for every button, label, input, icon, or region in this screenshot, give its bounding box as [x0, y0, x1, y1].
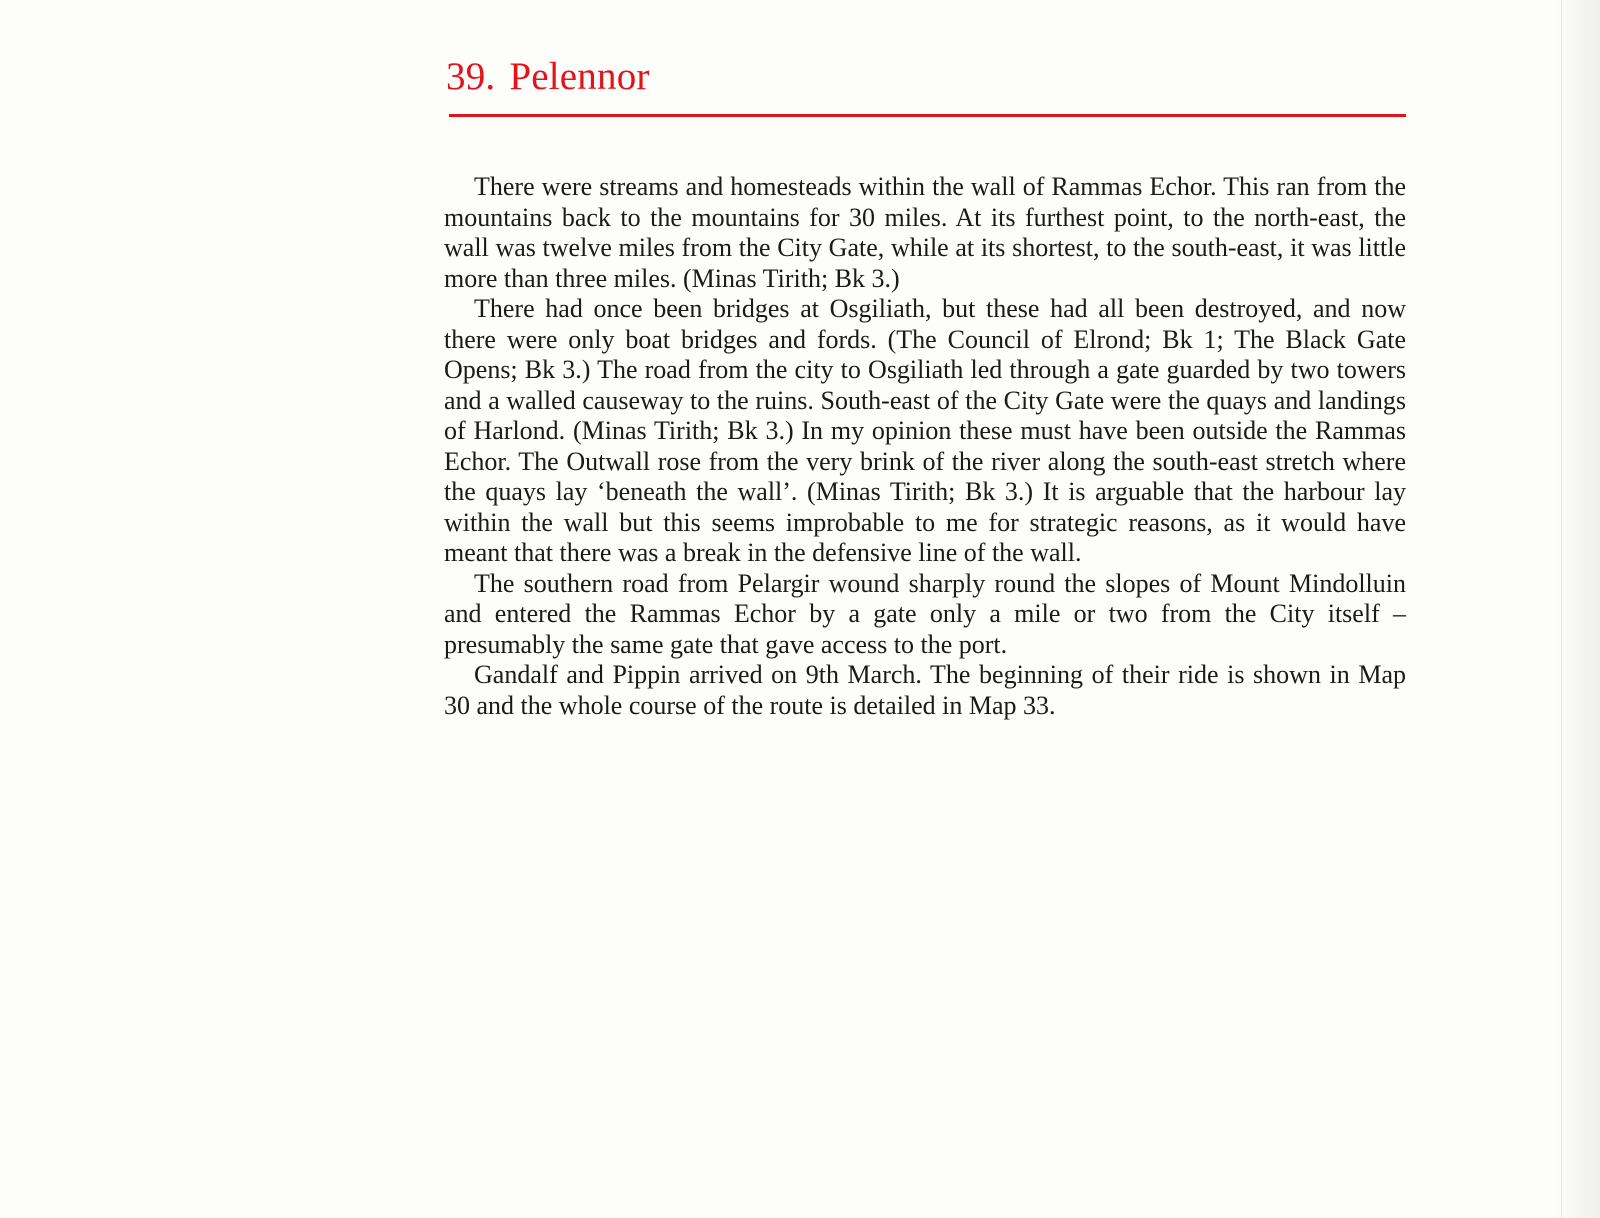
- chapter-title-text: Pelennor: [509, 55, 650, 98]
- page-edge-line: [1561, 0, 1562, 1218]
- chapter-body: [444, 172, 1406, 721]
- chapter-header: [446, 52, 1406, 102]
- title-divider: [449, 114, 1406, 117]
- paragraph-3: The southern road from Pelargir wound sharply round the slopes of Mount Mindolluin and entered the Rammas Echor by a gate only a mile or two from the City itself – presumably the same gate that gave access to the port.: [444, 568, 1406, 659]
- paragraph-4: Gandalf and Pippin arrived on 9th March. The beginning of their ride is shown in Map 30 and the whole course of the route is detailed in Map 33.: [444, 660, 1406, 720]
- paragraph-2: There had once been bridges at Osgiliath, but these had all been destroyed, and now there were only boat bridges and fords. (The Council of Elrond; Bk 1; The Black Gate Opens; Bk 3.) The road from the city to Osgiliath led through a gate guarded by two towers and a walled causeway to the ruins. South-east of the City Gate were the quays and landings of Harlond. (Minas Tirith; Bk 3.) In my opinion these must have been outside the Rammas Echor. The Outwall rose from the very brink of the river along the south-east stretch where the quays lay ‘beneath the wall’. (Minas Tirith; Bk 3.) It is arguable that the harbour lay within the wall but this seems improbable to me for strategic reasons, as it would have meant that there was a break in the defensive line of the wall.: [444, 294, 1406, 567]
- chapter-title: [446, 52, 1406, 102]
- chapter-number: 39.: [446, 55, 496, 98]
- paragraph-1: There were streams and homesteads within the wall of Rammas Echor. This ran from the mountains back to the mountains for 30 miles. At its furthest point, to the north-east, the wall was twelve miles from the City Gate, while at its shortest, to the south-east, it was little more than three miles. (Minas Tirith; Bk 3.): [444, 172, 1406, 293]
